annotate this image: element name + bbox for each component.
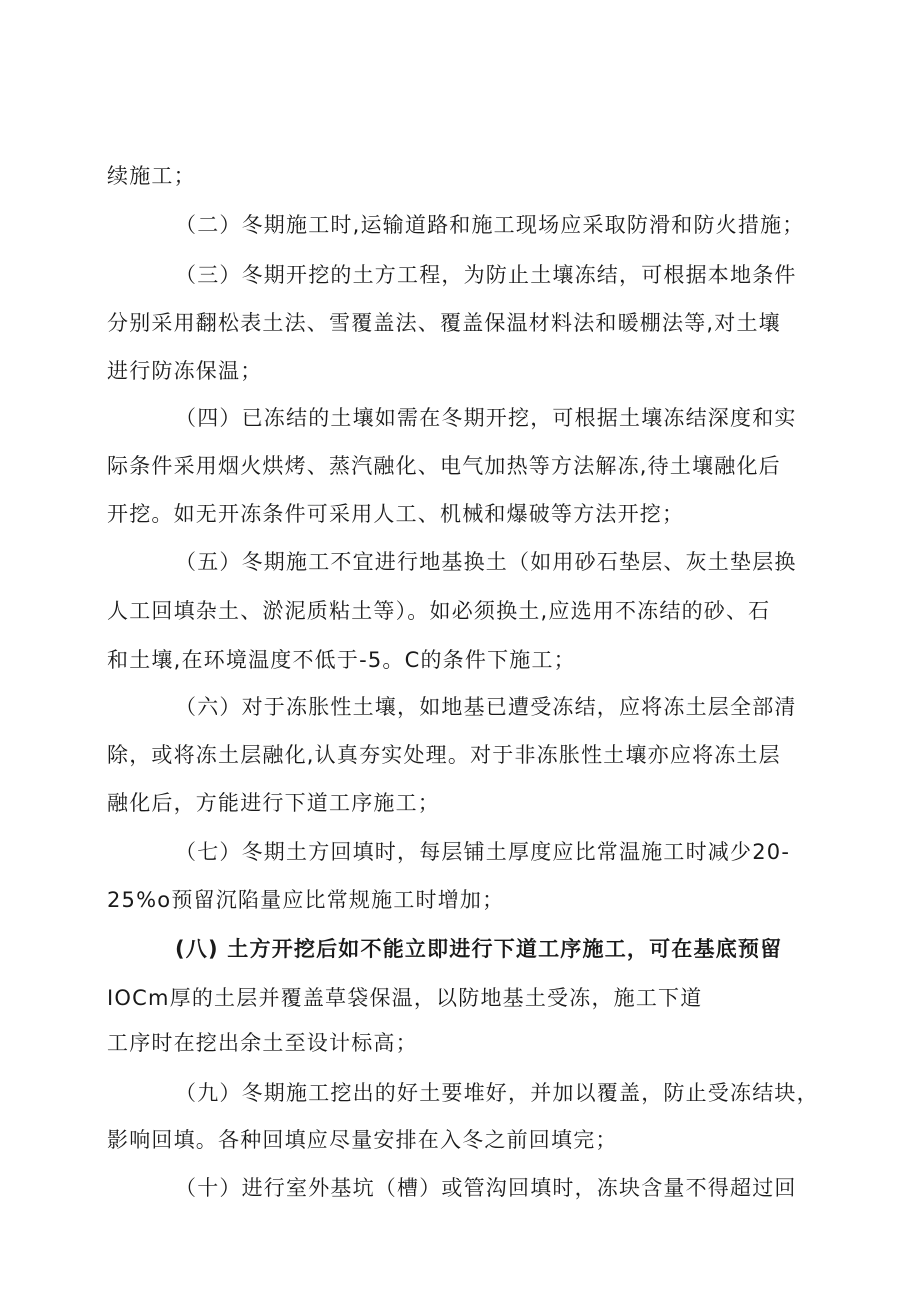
paragraph-line: 和土壤,在环境温度不低于-5。C的条件下施工；	[107, 648, 576, 672]
paragraph-line: 分别采用翻松表土法、雪覆盖法、覆盖保温材料法和暖棚法等,对土壤	[107, 311, 781, 335]
paragraph-line: （四）已冻结的土壤如需在冬期开挖，可根据土壤冻结深度和实	[175, 406, 797, 430]
paragraph-line: 人工回填杂土、淤泥质粘土等）。如必须换土,应选用不冻结的砂、石	[107, 599, 771, 623]
paragraph-line: 开挖。如无开冻条件可采用人工、机械和爆破等方法开挖；	[107, 502, 685, 526]
paragraph-line: （三）冬期开挖的土方工程，为防止土壤冻结，可根据本地条件	[175, 263, 797, 287]
paragraph-line: （七）冬期土方回填时，每层铺土厚度应比常温施工时减少20-	[175, 840, 791, 864]
paragraph-line: 融化后，方能进行下道工序施工；	[107, 791, 440, 815]
paragraph-line: （九）冬期施工挖出的好土要堆好，并加以覆盖，防止受冻结块，	[175, 1081, 819, 1105]
paragraph-line: 除，或将冻土层融化,认真夯实处理。对于非冻胀性土壤亦应将冻土层	[107, 743, 781, 767]
paragraph-line: IOCm厚的土层并覆盖草袋保温，以防地基土受冻，施工下道	[107, 986, 703, 1010]
paragraph-line: 进行防冻保温；	[107, 359, 263, 383]
paragraph-line: 工序时在挖出余土至设计标高；	[107, 1031, 418, 1055]
paragraph-line: （五）冬期施工不宜进行地基换土（如用砂石垫层、灰土垫层换	[175, 550, 797, 574]
paragraph-line: （十）进行室外基坑（槽）或管沟回填时，冻块含量不得超过回	[175, 1176, 797, 1200]
paragraph-line: （二）冬期施工时,运输道路和施工现场应采取防滑和防火措施；	[175, 213, 805, 237]
paragraph-line: 际条件采用烟火烘烤、蒸汽融化、电气加热等方法解冻,待土壤融化后	[107, 454, 781, 478]
paragraph-line: 续施工；	[107, 164, 196, 188]
paragraph-line: 25%o预留沉陷量应比常规施工时增加；	[107, 888, 505, 912]
paragraph-line: 影响回填。各种回填应尽量安排在入冬之前回填完；	[107, 1128, 618, 1152]
paragraph-line: (八) 土方开挖后如不能立即进行下道工序施工，可在基底预留	[175, 937, 783, 961]
paragraph-line: （六）对于冻胀性土壤，如地基已遭受冻结，应将冻土层全部清	[175, 695, 797, 719]
